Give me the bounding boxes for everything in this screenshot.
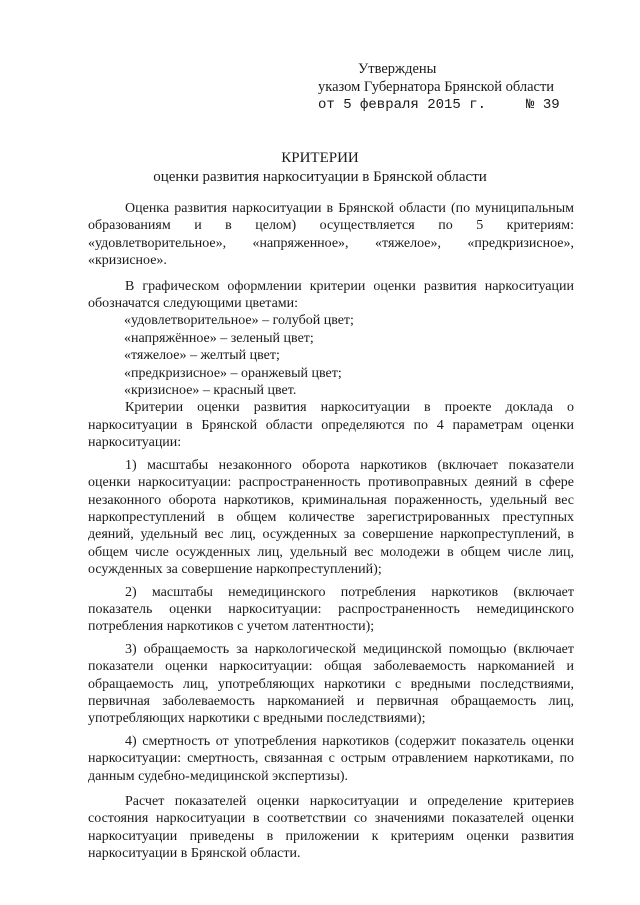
color-list-item: «напряжённое» – зеленый цвет;: [124, 330, 314, 346]
parameter-item: 4) смертность от употребления наркотиков (содержит показатель оценки наркоситуации: смертность, связанная с острым отравлением наркотиками, по данным судебно-медицинской экспертизы).: [88, 733, 574, 784]
approval-date-line: [318, 96, 560, 114]
color-list-item: «кризисное» – красный цвет.: [124, 383, 297, 399]
parameter-item: 1) масштабы незаконного оборота наркотиков (включает показатели оценки наркоситуации: распространенность противоправных деяний в сфере незаконного оборота наркотиков, криминальная пораженность, удельный вес наркопреступлений в общем количестве зарегистрированных преступных деяний, удельный вес лиц, осужденных за совершение наркопреступлений, в общем числе осужденных лиц, удельный вес молодежи в общем числе лиц, осужденных за совершение наркопреступлений);: [88, 457, 574, 578]
color-list-item: «тяжелое» – желтый цвет;: [124, 348, 280, 364]
document-title: КРИТЕРИИ: [281, 150, 359, 166]
approval-block: [318, 60, 560, 114]
approval-line: Утверждены: [358, 61, 437, 77]
document-body: [88, 200, 574, 863]
approval-date: от 5 февраля 2015 г.: [318, 97, 487, 113]
color-list-item: «предкризисное» – оранжевый цвет;: [124, 365, 342, 381]
document-subtitle: оценки развития наркоситуации в Брянской области: [153, 169, 487, 185]
parameter-item: 2) масштабы немедицинского потребления наркотиков (включает показатель оценки наркоситуации: распространенность немедицинского потребления наркотиков с учетом латентности);: [88, 584, 574, 635]
color-list-item: «удовлетворительное» – голубой цвет;: [124, 313, 354, 329]
approval-number: № 39: [526, 97, 560, 113]
paragraph-parameters: Критерии оценки развития наркоситуации в проекте доклада о наркоситуации в Брянской области определяются по 4 параметрам оценки наркоситуации:: [88, 400, 574, 451]
color-list: [88, 312, 574, 399]
paragraph-calculation: Расчет показателей оценки наркоситуации и определение критериев состояния наркоситуации в соответствии со значениями показателей оценки наркоситуации приведены в приложении к критериям оценки развития наркоситуации в Брянской области.: [88, 794, 574, 862]
paragraph-colors-intro: В графическом оформлении критерии оценки развития наркоситуации обозначатся следующими цветами:: [88, 278, 574, 312]
approval-decree-line: указом Губернатора Брянской области: [318, 79, 555, 95]
paragraph-intro: Оценка развития наркоситуации в Брянской области (по муниципальным образованиям и в целом) осуществляется по 5 критериям: «удовлетворительное», «напряженное», «тяжелое», «предкризисное», «кризисное».: [88, 201, 574, 269]
parameter-item: 3) обращаемость за наркологической медицинской помощью (включает показатели оценки наркоситуации: общая заболеваемость наркоманией и обращаемость лиц, употребляющих наркотики с вредными последствиями, первичная заболеваемость наркоманией и первичная обращаемость лиц, употребляющих наркотики с вредными последствиями);: [88, 641, 574, 727]
